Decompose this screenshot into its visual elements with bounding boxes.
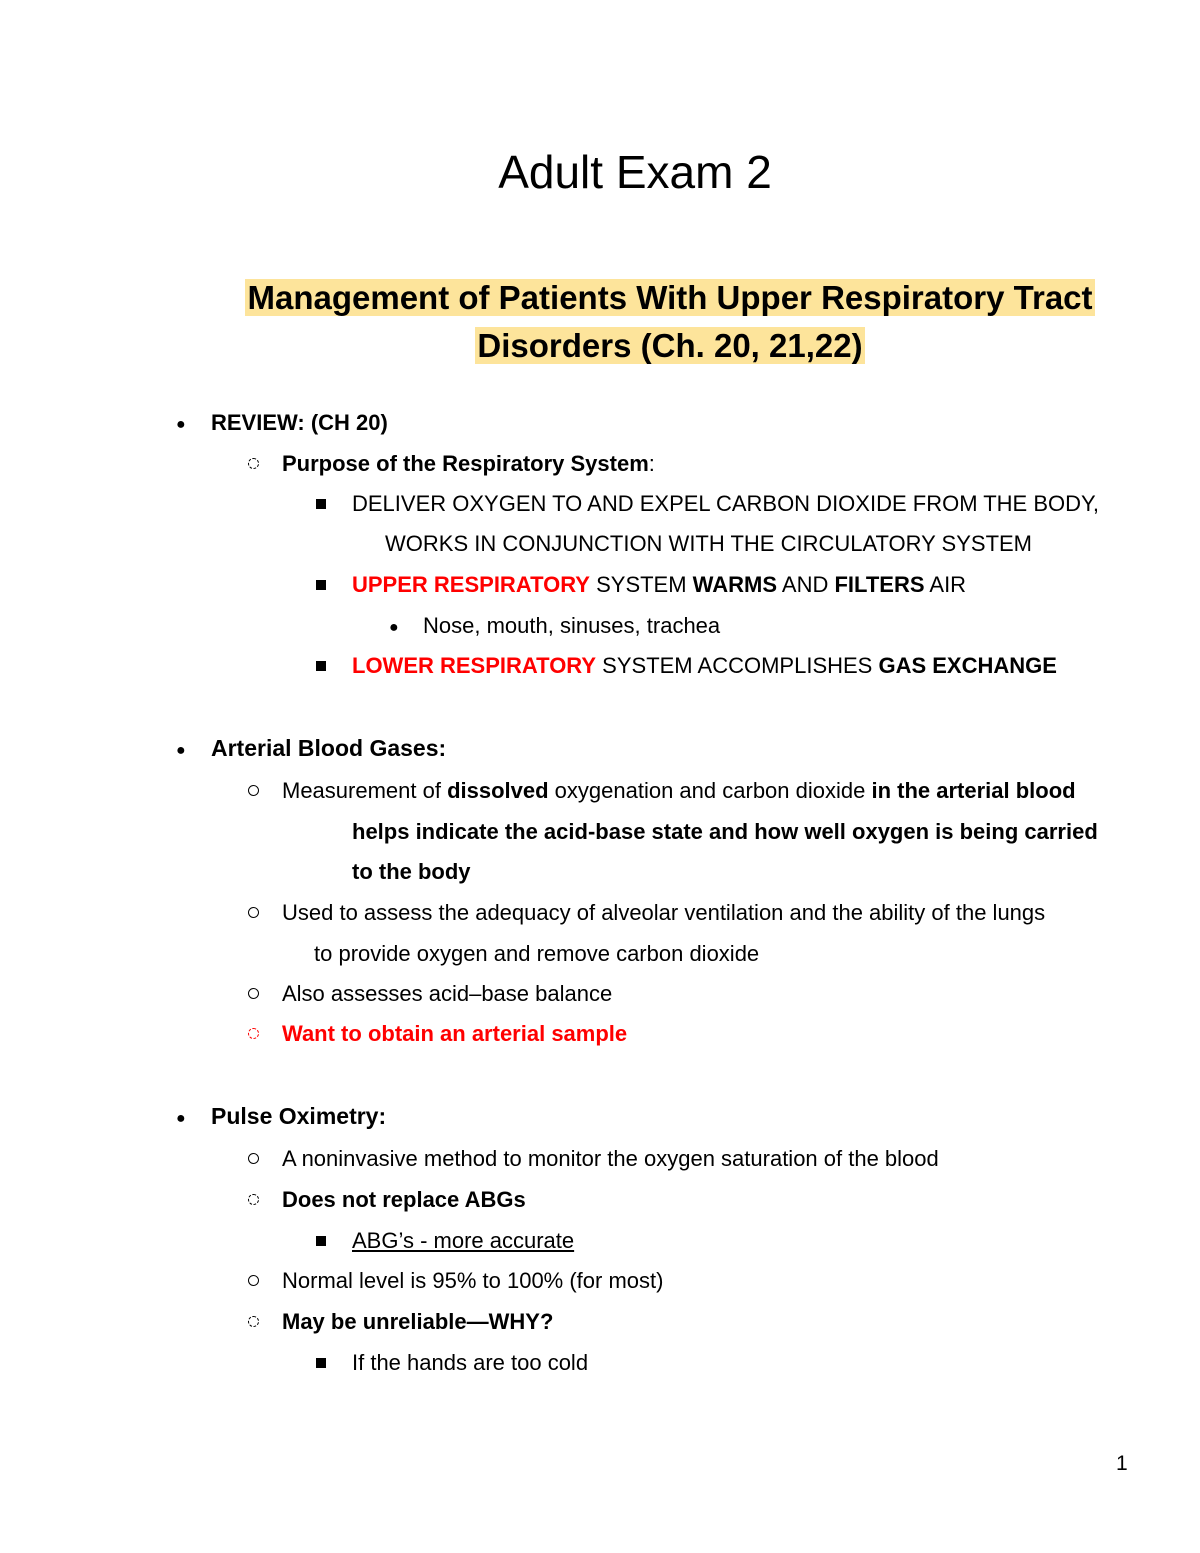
bullet-icon: ● — [389, 619, 399, 636]
normal-level-item: Normal level is 95% to 100% (for most) — [282, 1268, 664, 1293]
subtitle-line-1: Management of Patients With Upper Respiratory Tract — [247, 279, 1093, 316]
unreliable-item: May be unreliable—WHY? — [282, 1309, 554, 1334]
page-number: 1 — [1116, 1452, 1128, 1475]
abg-accurate-item: ABG’s - more accurate — [352, 1228, 575, 1253]
subtitle-line-2: Disorders (Ch. 20, 21,22) — [477, 327, 863, 364]
upper-subitem: Nose, mouth, sinuses, trachea — [423, 613, 721, 638]
bullet-icon: ● — [176, 1110, 186, 1127]
acid-base-item: Also assesses acid–base balance — [282, 981, 613, 1006]
measurement-line-3: to the body — [352, 859, 471, 884]
noninvasive-item: A noninvasive method to monitor the oxygen saturation of the blood — [282, 1146, 939, 1171]
arterial-sample-item: Want to obtain an arterial sample — [282, 1021, 628, 1046]
cold-hands-item: If the hands are too cold — [352, 1350, 589, 1375]
purpose-label: Purpose of the Respiratory System — [282, 451, 649, 476]
deliver-line-2: WORKS IN CONJUNCTION WITH THE CIRCULATORY SYSTEM — [385, 531, 1033, 556]
section-subtitle — [150, 274, 1190, 370]
hollow-bullet-icon — [248, 1145, 259, 1173]
bullet-icon: ● — [176, 742, 186, 759]
measurement-text-1: Measurement of — [282, 778, 448, 803]
upper-bold-2: FILTERS — [834, 572, 925, 597]
measurement-bold-1: dissolved — [447, 778, 549, 803]
upper-text-3: AIR — [924, 572, 967, 597]
deliver-line-1: DELIVER OXYGEN TO AND EXPEL CARBON DIOXIDE FROM THE BODY, — [352, 491, 1099, 516]
square-bullet-icon — [316, 652, 326, 680]
abg-heading: Arterial Blood Gases: — [211, 735, 447, 761]
hollow-bullet-icon — [248, 1267, 259, 1295]
hollow-bullet-icon — [248, 1308, 259, 1336]
lower-text-1: SYSTEM ACCOMPLISHES — [596, 653, 879, 678]
upper-bold-1: WARMS — [692, 572, 777, 597]
purpose-item — [282, 450, 655, 478]
purpose-colon: : — [648, 451, 655, 476]
hollow-bullet-icon — [248, 1186, 259, 1214]
not-replace-item: Does not replace ABGs — [282, 1187, 526, 1212]
upper-respiratory-item — [352, 571, 966, 599]
lower-bold-1: GAS EXCHANGE — [878, 653, 1057, 678]
upper-red-text: UPPER RESPIRATORY — [352, 572, 590, 597]
hollow-bullet-icon — [248, 1020, 259, 1048]
hollow-bullet-icon — [248, 980, 259, 1008]
bullet-icon: ● — [176, 416, 186, 433]
lower-respiratory-item — [352, 652, 1057, 680]
used-line-2: to provide oxygen and remove carbon dioxide — [314, 941, 760, 966]
hollow-bullet-icon — [248, 899, 259, 927]
pulse-heading: Pulse Oximetry: — [211, 1103, 387, 1129]
lower-red-text: LOWER RESPIRATORY — [352, 653, 597, 678]
hollow-bullet-icon — [248, 450, 259, 478]
square-bullet-icon — [316, 1349, 326, 1377]
document-title: Adult Exam 2 — [498, 146, 772, 198]
hollow-bullet-icon — [248, 777, 259, 805]
review-heading: REVIEW: (CH 20) — [211, 410, 388, 435]
upper-text-1: SYSTEM — [589, 572, 693, 597]
square-bullet-icon — [316, 1227, 326, 1255]
square-bullet-icon — [316, 490, 326, 518]
used-line-1: Used to assess the adequacy of alveolar ventilation and the ability of the lungs — [282, 900, 1046, 925]
upper-text-2: AND — [777, 572, 835, 597]
measurement-bold-2: in the arterial blood — [871, 778, 1076, 803]
measurement-text-2: oxygenation and carbon dioxide — [548, 778, 872, 803]
measurement-line-2: helps indicate the acid-base state and how well oxygen is being carried — [352, 819, 1098, 844]
measurement-line-1 — [282, 777, 1076, 805]
square-bullet-icon — [316, 571, 326, 599]
